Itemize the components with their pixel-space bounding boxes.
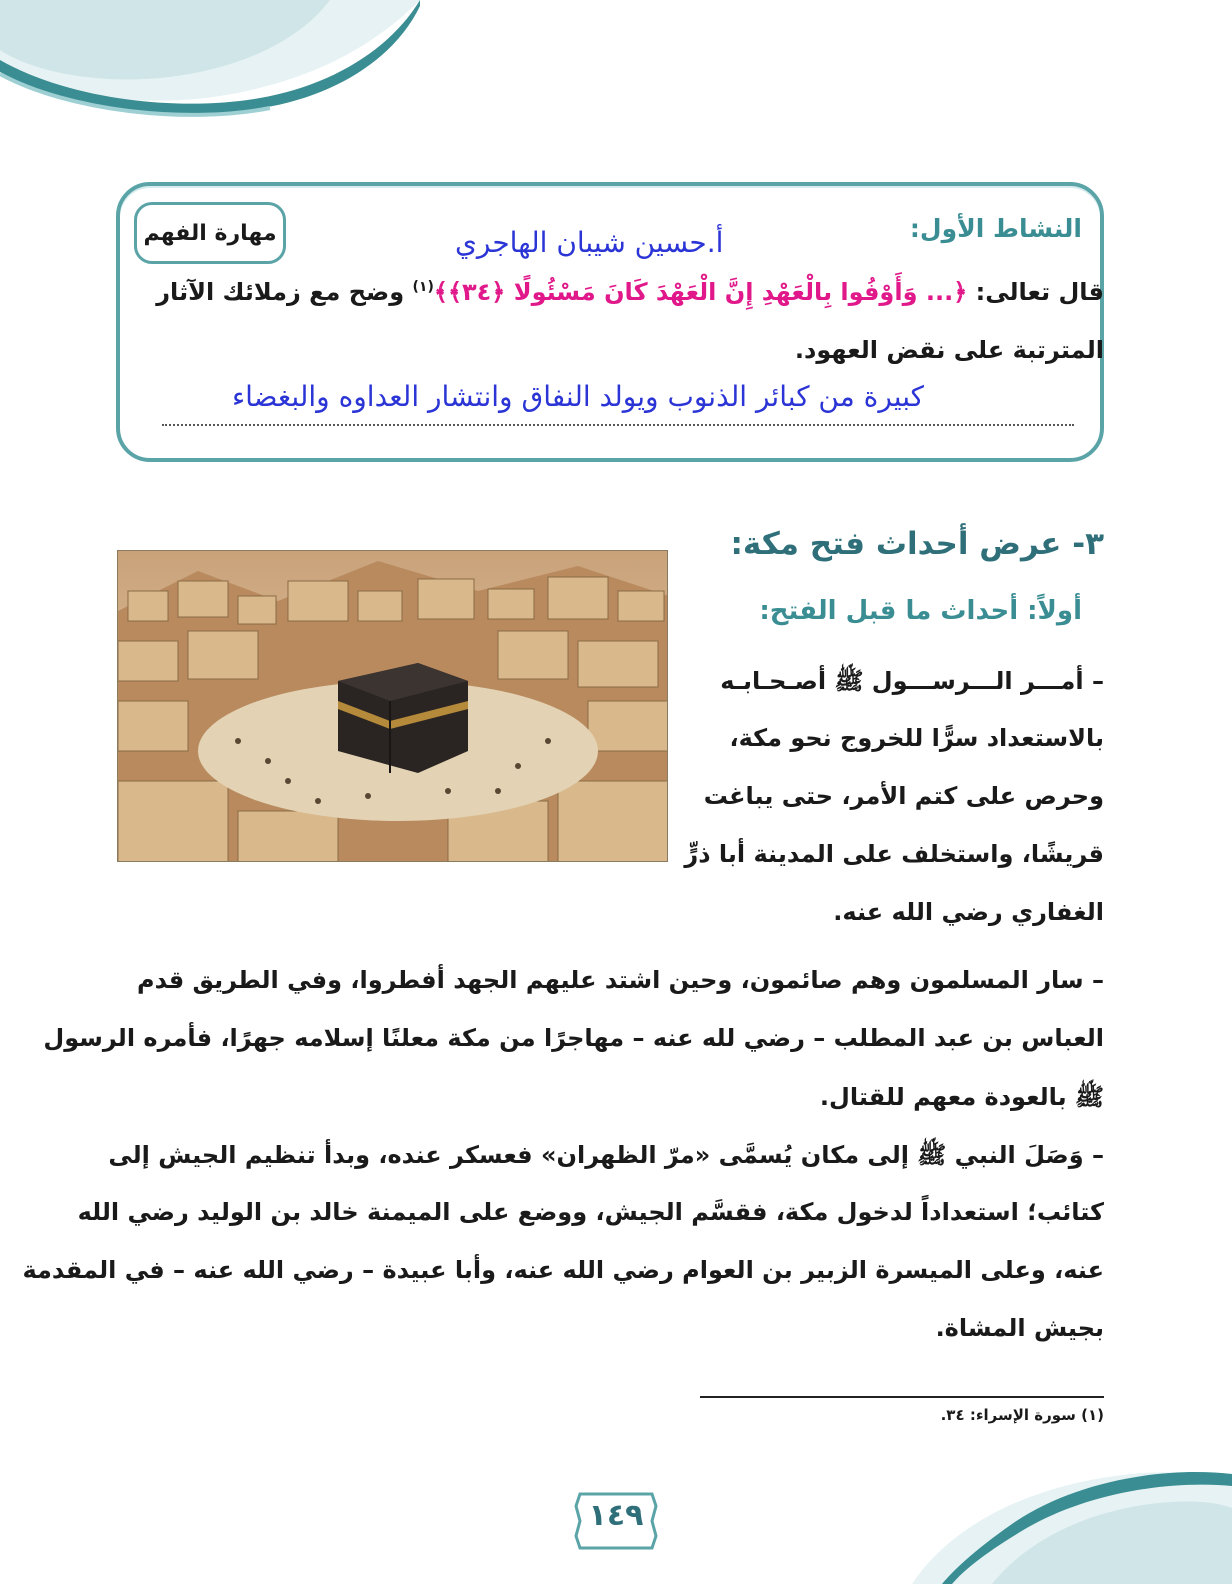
footnote-reference: (١): [412, 279, 434, 295]
section-heading: ٣- عرض أحداث فتح مكة:: [730, 526, 1104, 562]
activity-verse-line: [156, 278, 1104, 306]
paragraph-2-line: – سار المسلمون وهم صائمون، وحين اشتد عليهم الجهد أفطروا، وفي الطريق قدم: [137, 966, 1104, 994]
sub-heading: أولاً: أحداث ما قبل الفتح:: [759, 596, 1082, 626]
skill-badge: مهارة الفهم: [134, 202, 286, 264]
quran-verse: ﴿... وَأَوْفُوا بِالْعَهْدِ إِنَّ الْعَهْدَ كَانَ مَسْئُولًا ﴿٣٤﴾﴾: [433, 278, 968, 306]
decorative-corner-bottom-right: [912, 1444, 1232, 1584]
paragraph-1-line: قريشًا، واستخلف على المدينة أبا ذرٍّ: [684, 840, 1104, 868]
activity-title: النشاط الأول:: [909, 214, 1082, 243]
paragraph-3-line: عنه، وعلى الميسرة الزبير بن العوام رضي الله عنه، وأبا عبيدة – رضي الله عنه – في المقدمة: [22, 1256, 1104, 1284]
paragraph-3-line: كتائب؛ استعداداً لدخول مكة، فقسَّم الجيش، ووضع على الميمنة خالد بن الوليد رضي الله: [77, 1198, 1104, 1226]
paragraph-1-line: – أمـــر الـــرســـول ﷺ أصـحـابـه: [720, 667, 1104, 695]
footnote-rule: [700, 1396, 1104, 1398]
handwritten-answer: كبيرة من كبائر الذنوب ويولد النفاق وانتشار العداوه والبغضاء: [231, 380, 924, 413]
paragraph-1-line: وحرص على كتم الأمر، حتى يباغت: [703, 782, 1104, 810]
paragraph-2-line: ﷺ بالعودة معهم للقتال.: [819, 1083, 1104, 1111]
instruction-text: وضح مع زملائك الآثار: [156, 278, 413, 306]
handwritten-teacher-name: أ.حسين شيبان الهاجري: [455, 226, 724, 259]
paragraph-1-line: بالاستعداد سرًّا للخروج نحو مكة،: [729, 724, 1104, 752]
page-number: ١٤٩: [588, 1498, 644, 1533]
kaaba-illustration: [117, 550, 668, 862]
footnote: (١) سورة الإسراء: ٣٤.: [940, 1406, 1104, 1424]
paragraph-3-line: بجيش المشاة.: [935, 1314, 1104, 1342]
verse-intro: قال تعالى:: [967, 278, 1104, 306]
paragraph-1-line: الغفاري رضي الله عنه.: [833, 898, 1104, 926]
paragraph-2-line: العباس بن عبد المطلب – رضي لله عنه – مهاجرًا من مكة معلنًا إسلامه جهرًا، فأمره الرسول: [43, 1024, 1104, 1052]
instruction-line-2: المترتبة على نقض العهود.: [794, 336, 1104, 364]
paragraph-3-line: – وَصَلَ النبي ﷺ إلى مكان يُسمَّى «مرّ الظهران» فعسكر عنده، وبدأ تنظيم الجيش إلى: [108, 1141, 1104, 1169]
decorative-corner-top-left: [0, 0, 420, 120]
answer-dotted-line: [162, 424, 1074, 426]
